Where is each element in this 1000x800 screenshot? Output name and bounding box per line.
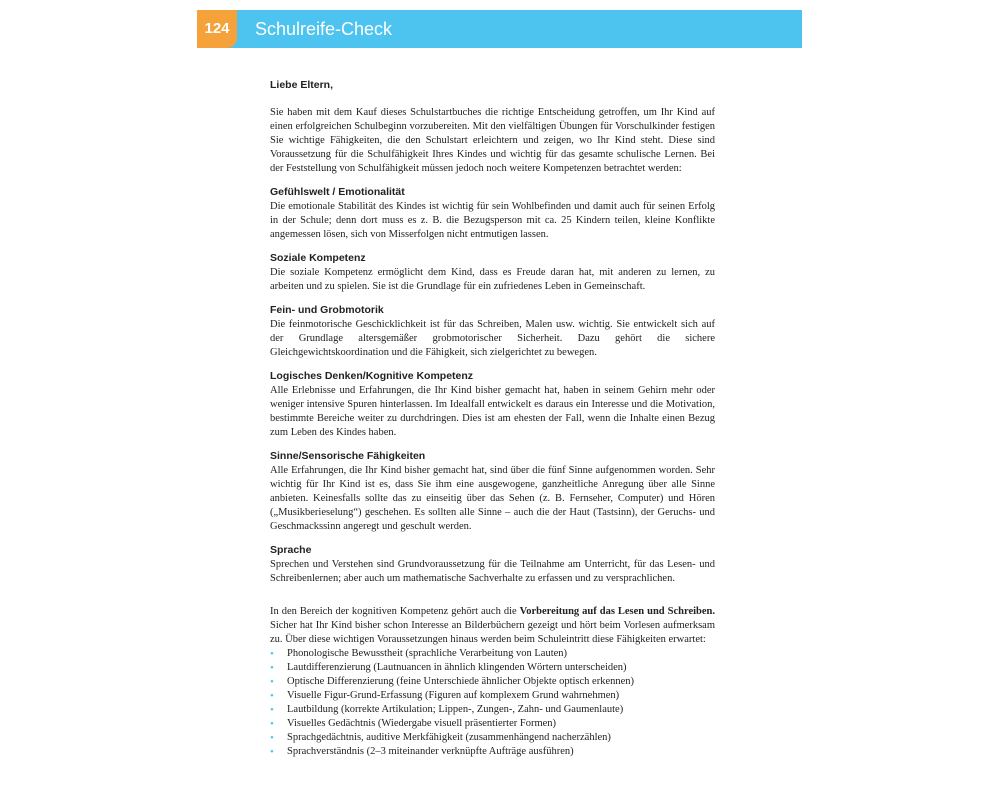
intro-paragraph: Sie haben mit dem Kauf dieses Schulstartbuches die richtige Entscheidung getroffen, um Ihr Kind auf einen erfolgreichen Schulbeginn vorzubereiten. Mit den vielfältigen Übungen für Vorschulkinder festigen Sie wichtige Fähigkeiten, die den Schulstart erleichtern und zeigen, wo Ihr Kind steht. Diese sind Voraussetzung für die Schulfähigkeit Ihres Kindes und wichtig für das gesamte schulische Lernen. Bei der Feststellung von Schulfähigkeit müssen jedoch noch weitere Kompetenzen betrachtet werden: — [270, 107, 715, 174]
bullet-icon: • — [270, 690, 274, 702]
section-senses — [270, 449, 715, 534]
section-emotionality — [270, 185, 715, 242]
section-heading: Fein- und Grobmotorik — [270, 304, 384, 316]
list-item — [270, 661, 715, 675]
section-language — [270, 543, 715, 586]
page-title: Schulreife-Check — [255, 19, 393, 39]
closing-text-after: Sicher hat Ihr Kind bisher schon Interesse an Bilderbüchern gezeigt und hört beim Vorlesen aufmerksam zu. Über diese wichtigen Voraussetzungen hinaus werden beim Schuleintritt diese Fähigkeiten erwartet: — [270, 620, 715, 645]
page-content — [270, 78, 715, 759]
closing-paragraph — [270, 605, 715, 647]
section-heading: Soziale Kompetenz — [270, 252, 366, 264]
section-heading: Gefühlswelt / Emotionalität — [270, 186, 405, 198]
bullet-icon: • — [270, 676, 274, 688]
section-motor-skills — [270, 303, 715, 360]
bullet-icon: • — [270, 718, 274, 730]
skills-list — [270, 647, 715, 759]
list-item — [270, 689, 715, 703]
list-item-text: Optische Differenzierung (feine Unterschiede ähnlicher Objekte optisch erkennen) — [287, 676, 635, 687]
section-text: Alle Erfahrungen, die Ihr Kind bisher gemacht hat, sind über die fünf Sinne aufgenommen worden. Sehr wichtig für Ihr Kind ist es, dass Sie ihm eine ausgewogene, ganzheitliche Anregung über alle Sinne anbieten. Keinesfalls sollte das zu einseitig über das Sehen (z. B. Fernseher, Computer) und Hören („Musikberieselung“) geschehen. Es sollten alle Sinne – auch die der Haut (Tastsinn), der Geruchs- und Geschmackssinn angeregt und geschult werden. — [270, 465, 715, 532]
closing-emphasis: Vorbereitung auf das Lesen und Schreiben. — [519, 606, 715, 617]
section-text: Die emotionale Stabilität des Kindes ist wichtig für sein Wohlbefinden und damit auch für seinen Erfolg in der Schule; denn dort muss es z. B. die Bezugsperson mit ca. 25 Kindern teilen, kleine Konflikte angemessen lösen, sich von Misserfolgen nicht entmutigen lassen. — [270, 201, 715, 240]
section-text: Die soziale Kompetenz ermöglicht dem Kind, dass es Freude daran hat, mit anderen zu lernen, zu arbeiten und zu spielen. Sie ist die Grundlage für ein zufriedenes Leben in Gemeinschaft. — [270, 267, 715, 292]
list-item-text: Phonologische Bewusstheit (sprachliche Verarbeitung von Lauten) — [287, 648, 568, 659]
section-social-competence — [270, 251, 715, 294]
salutation: Liebe Eltern, — [270, 79, 334, 91]
page-header — [197, 10, 802, 48]
list-item-text: Lautdifferenzierung (Lautnuancen in ähnlich klingenden Wörtern unterscheiden) — [287, 662, 627, 673]
list-item — [270, 647, 715, 661]
page-number: 124 — [197, 10, 237, 48]
section-heading: Sprache — [270, 544, 312, 556]
list-item — [270, 745, 715, 759]
list-item-text: Lautbildung (korrekte Artikulation; Lippen-, Zungen-, Zahn- und Gaumenlaute) — [287, 704, 624, 715]
list-item-text: Sprachverständnis (2–3 miteinander verknüpfte Aufträge ausführen) — [287, 746, 574, 757]
bullet-icon: • — [270, 704, 274, 716]
section-text: Sprechen und Verstehen sind Grundvoraussetzung für die Teilnahme am Unterricht, für das Lesen- und Schreibenlernen; aber auch um mathematische Sachverhalte zu erfassen und zu versprachlichen. — [270, 559, 715, 584]
section-heading: Sinne/Sensorische Fähigkeiten — [270, 450, 426, 462]
bullet-icon: • — [270, 746, 274, 758]
section-text: Die feinmotorische Geschicklichkeit ist für das Schreiben, Malen usw. wichtig. Sie entwickelt sich auf der Grundlage altersgemäßer grobmotorischer Sicherheit. Dazu gehört die sichere Gleichgewichtskoordination und die Fähigkeit, sich zielgerichtet zu bewegen. — [270, 319, 715, 358]
section-text: Alle Erlebnisse und Erfahrungen, die Ihr Kind bisher gemacht hat, haben in seinem Gehirn mehr oder weniger intensive Spuren hinterlassen. Im Idealfall entwickelt es daraus ein Interesse und die Motivation, bestimmte Bereiche weiter zu durchdringen. Dies ist am ehesten der Fall, wenn die Inhalte einen Bezug zum Leben des Kindes haben. — [270, 385, 715, 438]
list-item — [270, 703, 715, 717]
closing-text-before: In den Bereich der kognitiven Kompetenz gehört auch die — [270, 606, 520, 617]
list-item-text: Visuelle Figur-Grund-Erfassung (Figuren auf komplexem Grund wahrnehmen) — [287, 690, 620, 701]
bullet-icon: • — [270, 662, 274, 674]
list-item-text: Sprachgedächtnis, auditive Merkfähigkeit (zusammenhängend nacherzählen) — [287, 732, 611, 743]
list-item-text: Visuelles Gedächtnis (Wiedergabe visuell präsentierter Formen) — [287, 718, 557, 729]
list-item — [270, 731, 715, 745]
bullet-icon: • — [270, 648, 274, 660]
bullet-icon: • — [270, 732, 274, 744]
section-logical-thinking — [270, 369, 715, 440]
section-heading: Logisches Denken/Kognitive Kompetenz — [270, 370, 474, 382]
list-item — [270, 717, 715, 731]
list-item — [270, 675, 715, 689]
